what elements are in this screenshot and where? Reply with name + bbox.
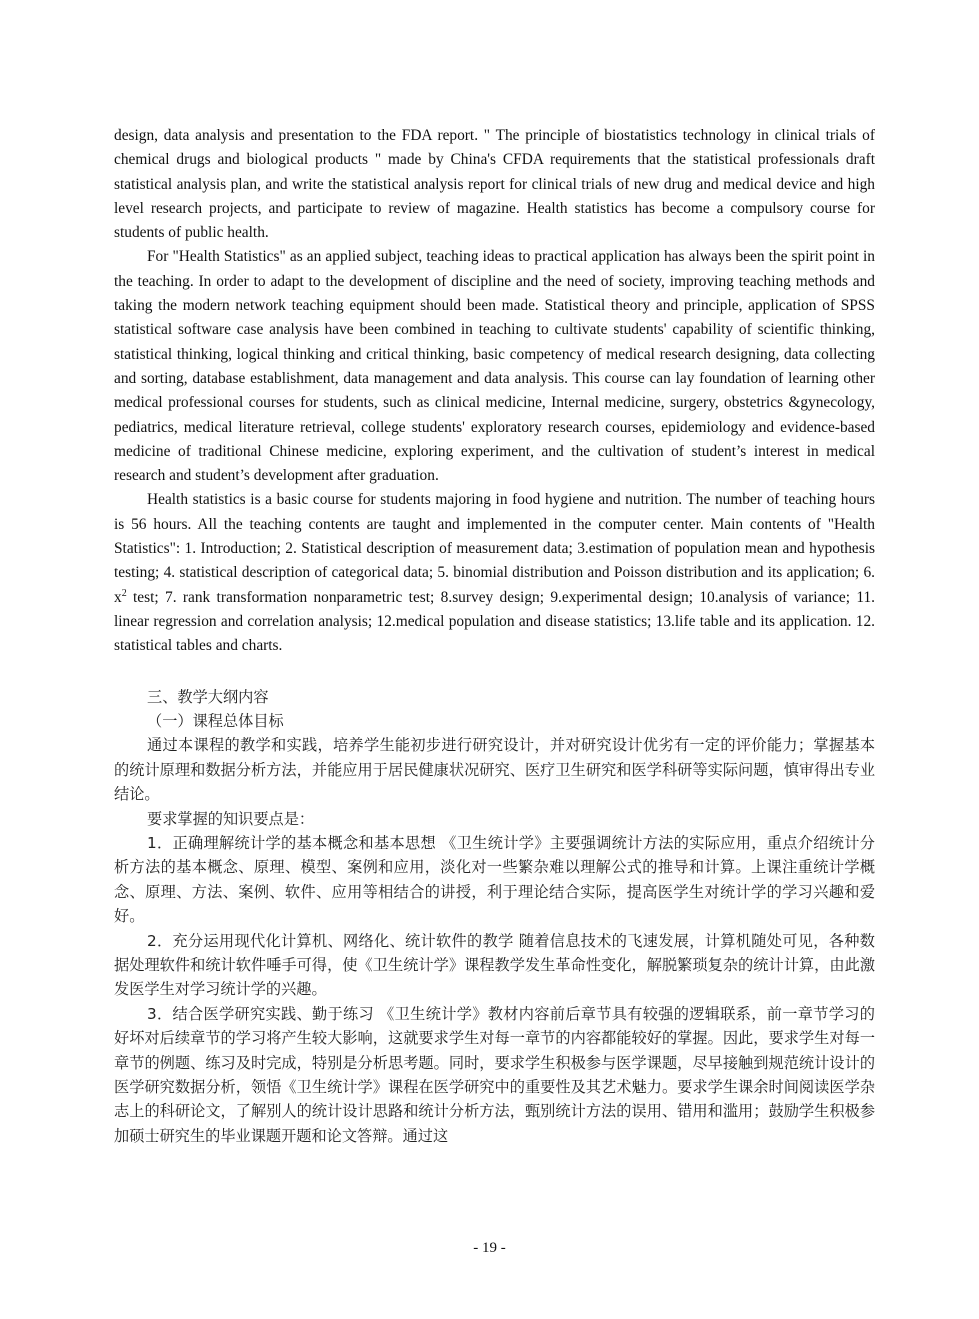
- paragraph-en-3-text-a: Health statistics is a basic course for students majoring in food hygiene and nutrition. The number of teaching hours is 56 hours. All the teaching contents are taught and implemented in the computer center. Main contents of "Health Statistics": 1. Introduction; 2. Statistical description of measurement data; 3.estimation of population mean and hypothesis testing; 4. statistical description of categorical data; 5. binomial distribution and Poisson distribution and its application; 6. x: [114, 491, 875, 606]
- paragraph-en-3: [114, 488, 875, 658]
- paragraph-cn-2: 要求掌握的知识要点是：: [147, 809, 315, 828]
- paragraph-en-2: For "Health Statistics" as an applied subject, teaching ideas to practical application has always been the spirit point in the teaching. In order to adapt to the development of discipline and the need of society, improving teaching methods and taking the modern network teaching equipment should been made. Statistical theory and principle, application of SPSS statistical software case analysis have been combined in teaching to cultivate students' capability of scientific thinking, statistical thinking, logical thinking and critical thinking, basic competency of medical research designing, data collecting and sorting, database establishment, data management and data analysis. This course can lay foundation of learning other medical professional courses for students, such as clinical medicine, Internal medicine, surgery, obstetrics &gynecology, pediatrics, medical literature retrieval, college students' exploratory research courses, epidemiology and evidence-based medicine of traditional Chinese medicine, exploring experiment, and the cultivation of student’s interest in medical research and student’s development after graduation.: [114, 248, 875, 485]
- paragraph-cn-3: 1．正确理解统计学的基本概念和基本思想 《卫生统计学》主要强调统计方法的实际应用，重点介绍统计分析方法的基本概念、原理、模型、案例和应用，淡化对一些繁杂难以理解公式的推导和计算。上课注重统计学概念、原理、方法、案例、软件、应用等相结合的讲授，利于理论结合实际，提高医学生对统计学的学习兴趣和爱好。: [114, 833, 875, 926]
- paragraph-cn-1: 通过本课程的教学和实践，培养学生能初步进行研究设计，并对研究设计优劣有一定的评价能力；掌握基本的统计原理和数据分析方法，并能应用于居民健康状况研究、医疗卫生研究和医学科研等实际问题，慎审得出专业结论。: [114, 736, 875, 804]
- paragraph-cn-5: 3．结合医学研究实践、勤于练习 《卫生统计学》教材内容前后章节具有较强的逻辑联系，前一章节学习的好坏对后续章节的学习将产生较大影响，这就要求学生对每一章节的内容都能较好的掌握。因此，要求学生对每一章节的例题、练习及时完成，特别是分析思考题。同时，要求学生积极参与医学课题，尽早接触到规范统计设计的医学研究数据分析，领悟《卫生统计学》课程在医学研究中的重要性及其艺术魅力。要求学生课余时间阅读医学杂志上的科研论文，了解别人的统计设计思路和统计分析方法，甄别统计方法的误用、错用和滥用；鼓励学生积极参加硕士研究生的毕业课题开题和论文答辩。通过这: [114, 1004, 875, 1145]
- paragraph-cn-4: 2．充分运用现代化计算机、网络化、统计软件的教学 随着信息技术的飞速发展，计算机随处可见，各种数据处理软件和统计软件唾手可得，使《卫生统计学》课程教学发生革命性变化，解脱繁琐复杂的统计计算，由此激发医学生对学习统计学的兴趣。: [114, 931, 875, 999]
- chi-square-superscript: 2: [121, 587, 127, 599]
- page-number: - 19 -: [473, 1240, 506, 1256]
- subsection-heading: （一）课程总体目标: [147, 711, 284, 730]
- paragraph-en-1: design, data analysis and presentation to the FDA report. " The principle of biostatistics technology in clinical trials of chemical drugs and biological products " made by China's CFDA requirements that the statistical professionals draft statistical analysis plan, and write the statistical analysis report for clinical trials of new drug and medical device and high level research projects, and participate to review of magazine. Health statistics has become a compulsory course for students of public health.: [114, 127, 875, 242]
- section-heading: 三、教学大纲内容: [147, 687, 269, 706]
- paragraph-en-3-text-b: test; 7. rank transformation nonparametric test; 8.survey design; 9.experimental design; 10.analysis of variance; 11. linear regression and correlation analysis; 12.medical population and disease statistics; 13.life table and its application. 12. statistical tables and charts.: [114, 588, 875, 655]
